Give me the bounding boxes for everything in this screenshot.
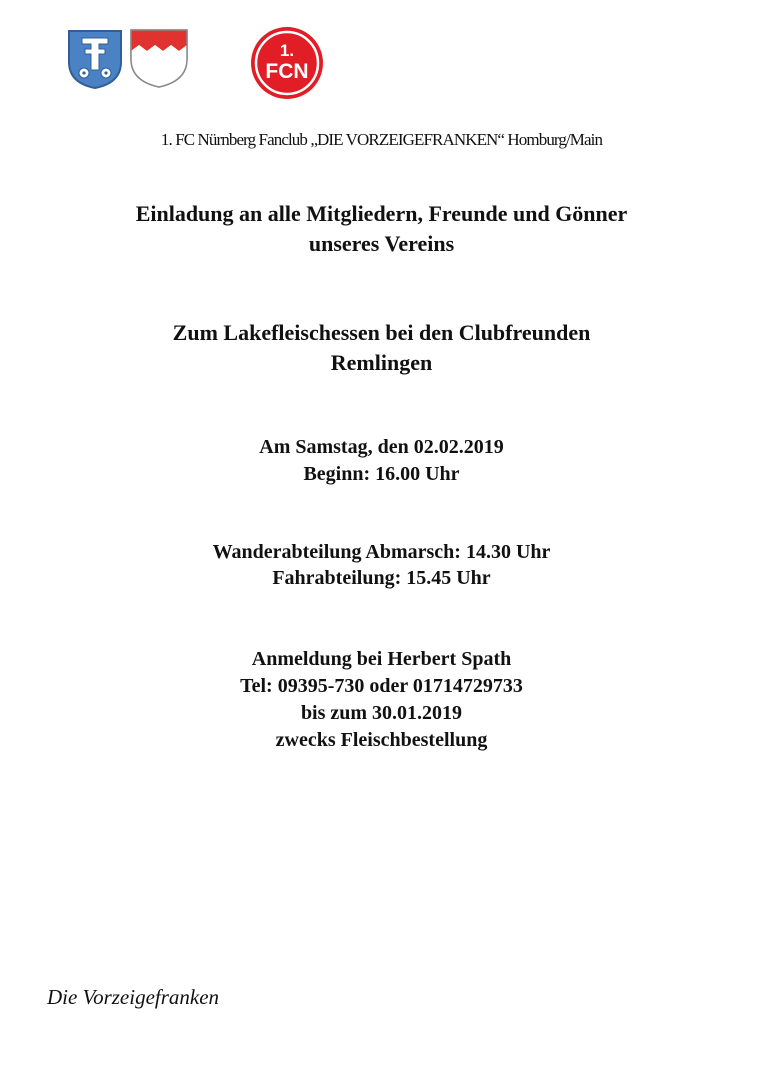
registration-info	[0, 646, 763, 754]
fcn-logo	[249, 25, 325, 101]
event-line-2: Remlingen	[330, 350, 433, 375]
event-heading	[0, 318, 763, 378]
invitation-line-2: unseres Vereins	[308, 231, 455, 256]
registration-contact-line: Anmeldung bei Herbert Spath	[251, 648, 512, 670]
homburg-crest-icon	[66, 28, 124, 90]
registration-purpose-line: zwecks Fleischbestellung	[275, 729, 488, 751]
event-line-1: Zum Lakefleischessen bei den Clubfreunden	[172, 320, 591, 345]
invitation-heading	[0, 199, 763, 259]
walking-group-line: Wanderabteilung Abmarsch: 14.30 Uhr	[212, 541, 551, 563]
registration-phone-line: Tel: 09395-730 oder 01714729733	[240, 675, 523, 697]
fcn-logo-number: 1.	[279, 41, 295, 60]
date-line: Am Samstag, den 02.02.2019	[259, 436, 504, 458]
club-header-line: 1. FC Nürnberg Fanclub „DIE VORZEIGEFRANKEN“ Homburg/Main	[160, 130, 603, 149]
invitation-line-1: Einladung an alle Mitgliedern, Freunde und Gönner	[135, 201, 628, 226]
start-time-line: Beginn: 16.00 Uhr	[303, 463, 460, 485]
franken-rake-crest-icon	[128, 27, 190, 89]
signature: Die Vorzeigefranken	[47, 985, 220, 1009]
fcn-logo-letters: FCN	[265, 60, 309, 83]
registration-deadline-line: bis zum 30.01.2019	[300, 702, 463, 724]
event-date	[0, 434, 763, 488]
departure-times	[0, 539, 763, 591]
driving-group-line: Fahrabteilung: 15.45 Uhr	[272, 567, 491, 589]
